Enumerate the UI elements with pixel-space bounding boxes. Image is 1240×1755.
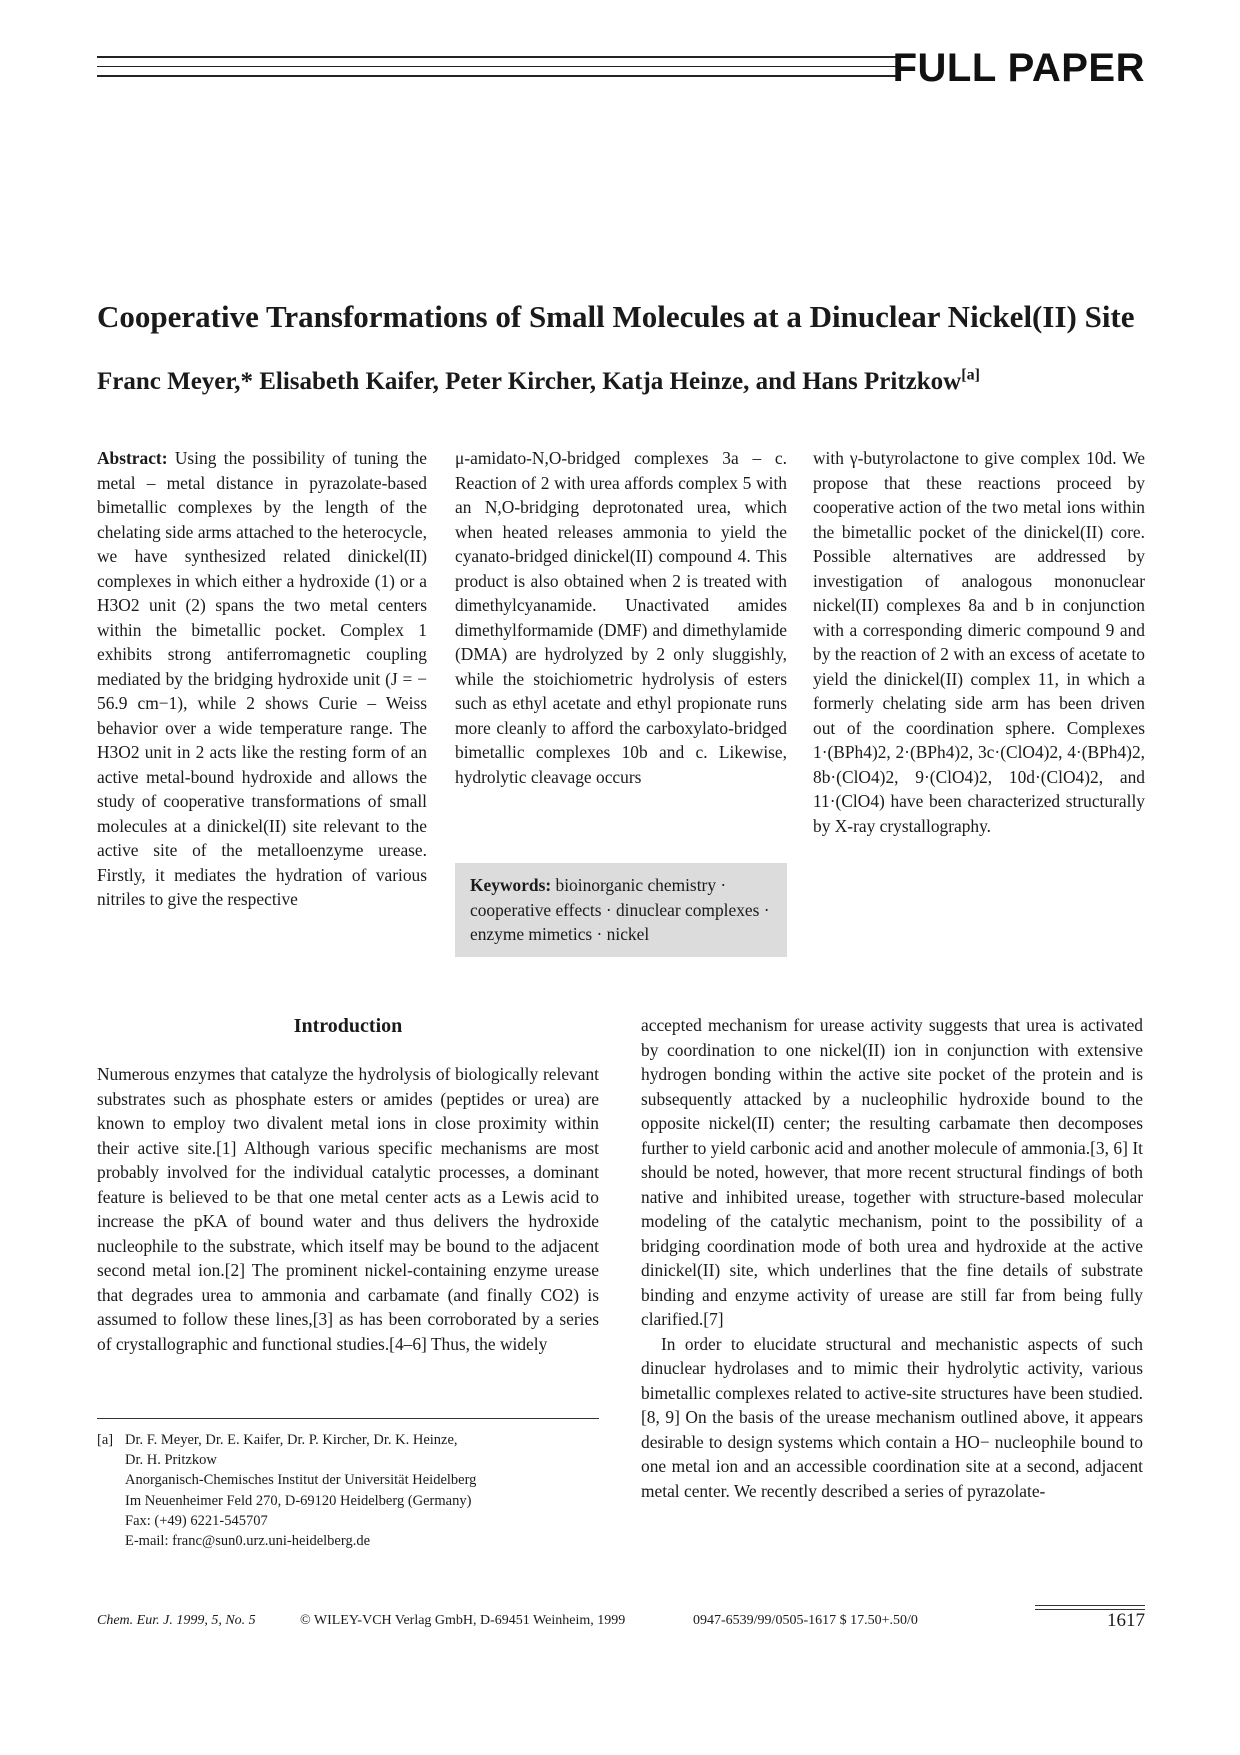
abstract-label: Abstract: (97, 448, 168, 468)
footnote-line: Im Neuenheimer Feld 270, D-69120 Heidelberg (Germany) (125, 1492, 472, 1509)
introduction-heading: Introduction (293, 1015, 403, 1037)
affiliation-marker: [a] (961, 366, 980, 384)
abstract-column-1 (97, 446, 427, 912)
footnote-line: Anorganisch-Chemisches Institut der Universität Heidelberg (125, 1472, 477, 1489)
abstract-text-1: Using the possibility of tuning the metal – metal distance in pyrazolate-based bimetallic complexes by the length of the chelating side arms attached to the heterocycle, we have synthesized related dinickel(II) complexes in which either a hydroxide (1) or a H3O2 unit (2) spans the two metal centers within the bimetallic pocket. Complex 1 exhibits strong antiferromagnetic coupling mediated by the bridging hydroxide unit (J = − 56.9 cm−1), while 2 shows Curie – Weiss behavior over a wide temperature range. The H3O2 unit in 2 acts like the resting form of an active metal-bound hydroxide and allows the study of cooperative transformations of small molecules at a dinickel(II) site relevant to the active site of the metalloenzyme urease. Firstly, it mediates the hydration of various nitriles to give the respective (97, 448, 427, 909)
section-label: FULL PAPER (892, 46, 1145, 90)
copyright-notice: © WILEY-VCH Verlag GmbH, D-69451 Weinheim, 1999 (300, 1613, 626, 1628)
keywords-box (455, 863, 787, 957)
abstract-text-2: μ-amidato-N,O-bridged complexes 3a – c. Reaction of 2 with urea affords complex 5 with an N,O-bridging deprotonated urea, which when heated releases ammonia to yield the cyanato-bridged dinickel(II) compound 4. This product is also obtained when 2 is treated with dimethylcyanamide. Unactivated amides dimethylformamide (DMF) and dimethylamide (DMA) are hydrolyzed by 2 only sluggishly, while the stoichiometric hydrolysis of esters such as ethyl acetate and ethyl propionate runs more cleanly to afford the carboxylato-bridged bimetallic complexes 10b and c. Likewise, hydrolytic cleavage occurs (455, 448, 787, 787)
introduction-paragraph-2: accepted mechanism for urease activity suggests that urea is activated by coordination to one nickel(II) ion in conjunction with extensive hydrogen bonding within the active site pocket of the protein and is subsequently attacked by a nucleophilic hydroxide bound to the opposite nickel(II) center; the resulting carbamate then decomposes further to yield carbonic acid and another molecule of ammonia.[3, 6] It should be noted, however, that more recent structural findings of both native and inhibited urease, together with structure-based molecular modeling of the catalytic mechanism, point to the possibility of a bridging coordination mode of both urea and hydroxide at the active dinickel(II) site, which underlines that the fine details of substrate binding and enzyme activity of urease are still far from being fully clarified.[7] (641, 1015, 1143, 1329)
page-number: 1617 (1107, 1610, 1145, 1631)
footnote-line: Dr. H. Pritzkow (125, 1452, 217, 1469)
footnote-rule (97, 1418, 599, 1419)
body-column-2 (641, 1013, 1143, 1503)
author-list (97, 368, 1147, 396)
body-column-1 (97, 1062, 599, 1356)
introduction-paragraph-1: Numerous enzymes that catalyze the hydrolysis of biologically relevant substrates such as phosphate esters or amides (peptides or urea) are known to employ two divalent metal ions in close proximity within their active site.[1] Although various specific mechanisms are most probably involved for the individual catalytic processes, a dominant feature is believed to be that one metal center acts as a Lewis acid to increase the pKA of bound water and thus delivers the hydroxide nucleophile to the substrate, which itself may be bound to the adjacent second metal ion.[2] The prominent nickel-containing enzyme urease that degrades urea to ammonia and carbamate (and finally CO2) is assumed to follow these lines,[3] as has been corroborated by a series of crystallographic and functional studies.[4–6] Thus, the widely (97, 1064, 599, 1354)
introduction-paragraph-3: In order to elucidate structural and mechanistic aspects of such dinuclear hydrolases and to mimic their hydrolytic activity, various bimetallic complexes related to active-site structures have been studied.[8, 9] On the basis of the urease mechanism outlined above, it appears desirable to design systems which contain a HO− nucleophile bound to one metal ion and an accessible coordination site at a second, adjacent metal center. We recently described a series of pyrazolate- (641, 1333, 1143, 1501)
page-footer (97, 1610, 1145, 1637)
header-rules (97, 56, 897, 85)
footnote-marker: [a] (97, 1432, 114, 1448)
keywords-text: bioinorganic chemistry · cooperative effects · dinuclear complexes · enzyme mimetics · nickel (470, 875, 770, 944)
keywords-label: Keywords: (470, 875, 552, 895)
footnote-email: E-mail: franc@sun0.urz.uni-heidelberg.de (125, 1533, 370, 1550)
paper-title: Cooperative Transformations of Small Molecules at a Dinuclear Nickel(II) Site (97, 299, 1135, 334)
issn-price: 0947-6539/99/0505-1617 $ 17.50+.50/0 (693, 1613, 918, 1628)
footnote-line: Dr. F. Meyer, Dr. E. Kaifer, Dr. P. Kircher, Dr. K. Heinze, (125, 1432, 458, 1448)
author-names: Franc Meyer,* Elisabeth Kaifer, Peter Kircher, Katja Heinze, and Hans Pritzkow (97, 368, 962, 395)
footnote-line: Fax: (+49) 6221-545707 (125, 1512, 268, 1529)
abstract-column-3 (813, 446, 1145, 838)
affiliation-footnote (97, 1430, 599, 1551)
journal-citation: Chem. Eur. J. 1999, 5, No. 5 (97, 1613, 256, 1628)
abstract-text-3: with γ-butyrolactone to give complex 10d. We propose that these reactions proceed by cooperative action of the two metal ions within the bimetallic pocket of the dinickel(II) core. Possible alternatives are addressed by investigation of analogous mononuclear nickel(II) complexes 8a and b in conjunction with a corresponding dimeric compound 9 and by the reaction of 2 with an excess of acetate to yield the dinickel(II) complex 11, in which a formerly chelating side arm has been driven out of the coordination sphere. Complexes 1·(BPh4)2, 2·(BPh4)2, 3c·(ClO4)2, 4·(BPh4)2, 8b·(ClO4)2, 9·(ClO4)2, 10d·(ClO4)2, and 11·(ClO4) have been characterized structurally by X-ray crystallography. (813, 448, 1145, 836)
abstract-column-2 (455, 446, 787, 789)
